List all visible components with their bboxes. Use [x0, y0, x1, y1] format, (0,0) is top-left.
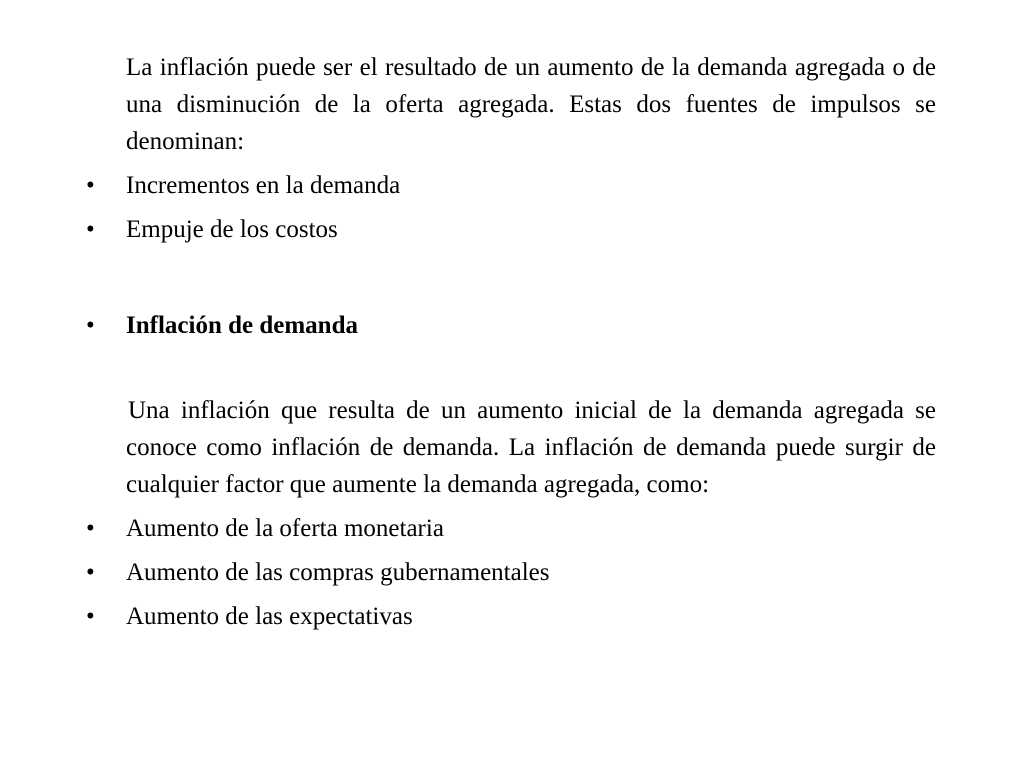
- list-item-text: Empuje de los costos: [126, 216, 338, 243]
- list-item-text: Aumento de las expectativas: [126, 603, 413, 630]
- bullet-icon: •: [86, 559, 95, 586]
- list-item: [86, 547, 936, 591]
- intro-paragraph: La inflación puede ser el resultado de un aumento de la demanda agregada o de una disminución de la oferta agregada. Estas dos fuentes de impulsos se denominan:: [126, 54, 936, 155]
- list-item: [86, 204, 936, 248]
- list-item-text: Aumento de la oferta monetaria: [126, 515, 444, 542]
- bullet-icon: •: [86, 515, 95, 542]
- bullet-icon: •: [86, 216, 95, 243]
- bullet-icon: •: [86, 172, 95, 199]
- section-heading-text: Inflación de demanda: [126, 312, 358, 339]
- spacer: [126, 344, 936, 392]
- list-item: [86, 503, 936, 547]
- bullet-icon: •: [86, 312, 95, 339]
- section-paragraph: Una inflación que resulta de un aumento inicial de la demanda agregada se conoce como inflación de demanda. La inflación de demanda puede surgir de cualquier factor que aumente la demanda agregada, como:: [126, 397, 936, 498]
- bullet-icon: •: [86, 603, 95, 630]
- section-heading: [86, 300, 936, 344]
- spacer: [126, 248, 936, 300]
- list-item: [86, 160, 936, 204]
- list-item: [86, 591, 936, 635]
- list-item-text: Incrementos en la demanda: [126, 172, 401, 199]
- list-item-text: Aumento de las compras gubernamentales: [126, 559, 550, 586]
